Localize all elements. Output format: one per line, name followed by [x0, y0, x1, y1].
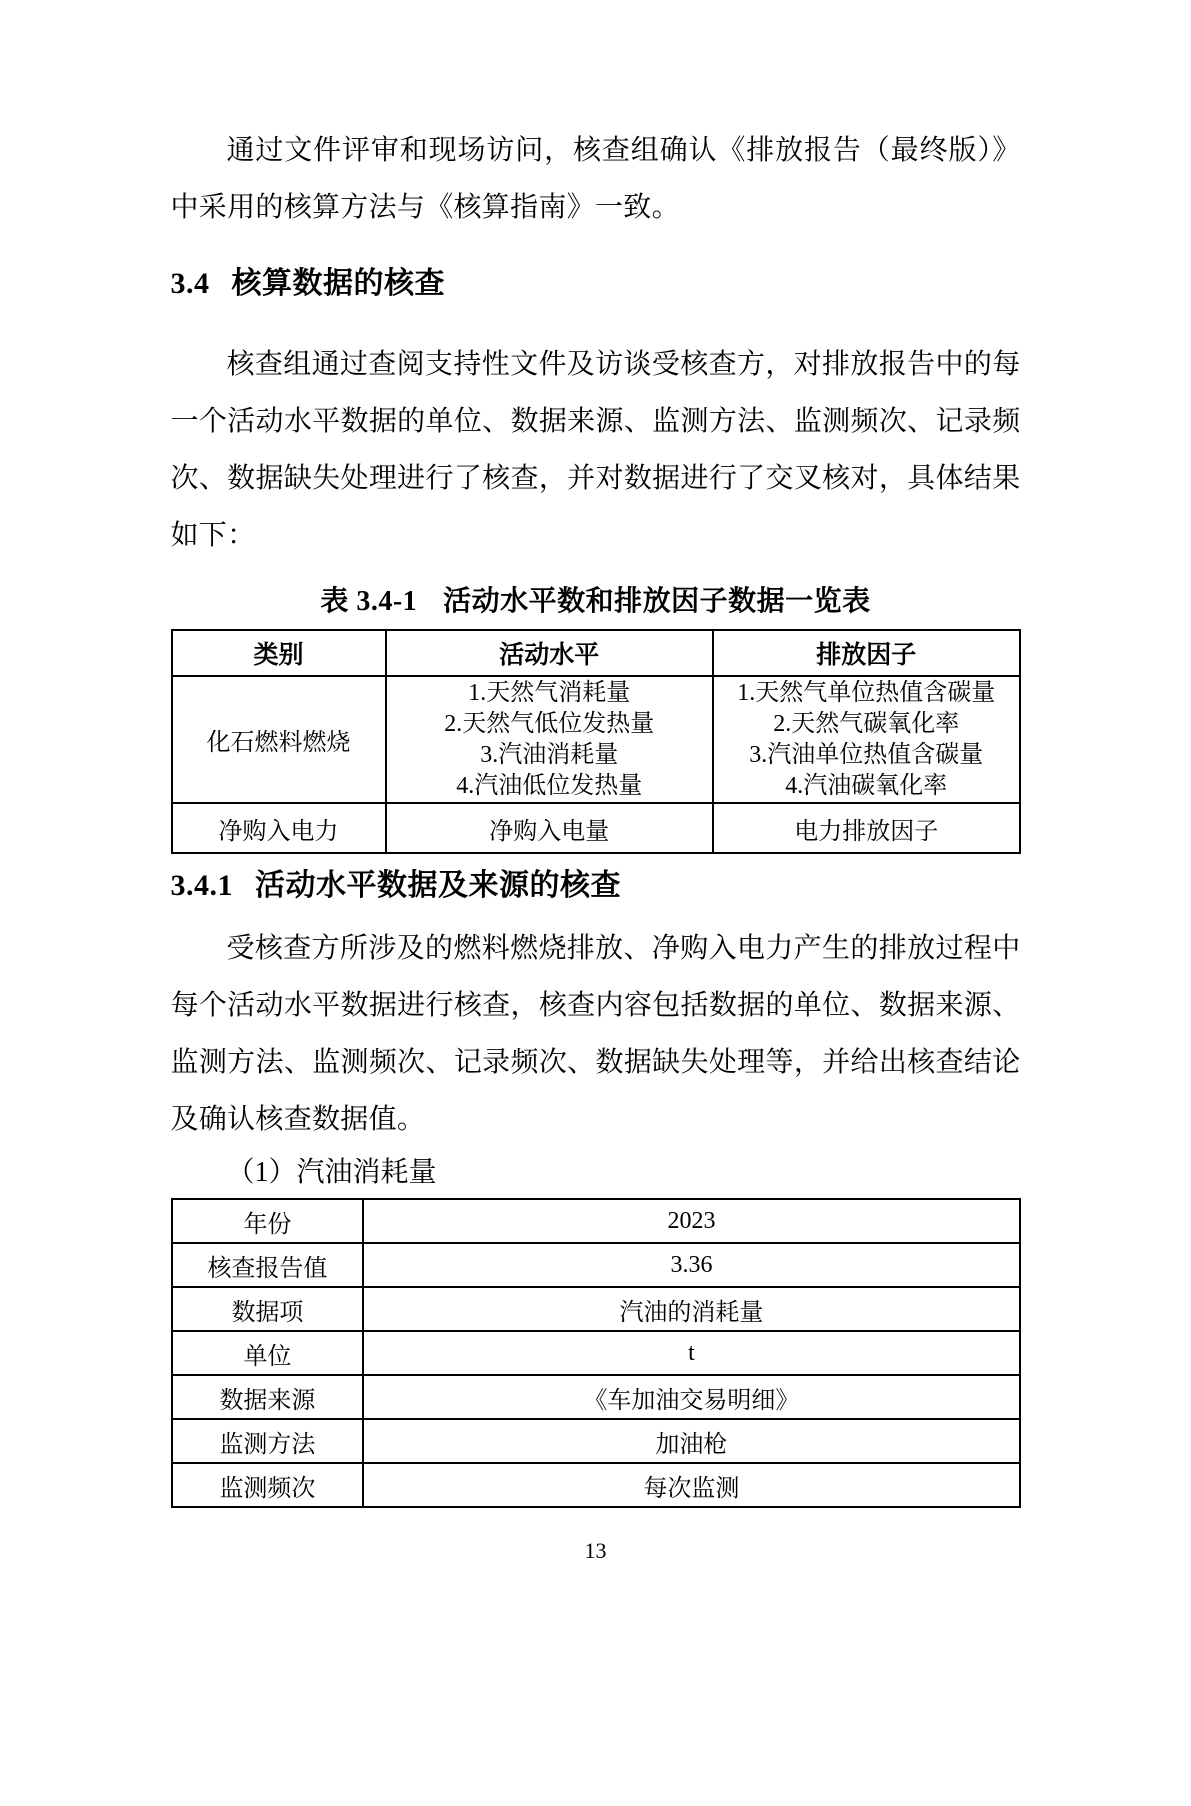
table1-caption: [171, 582, 1021, 622]
section-title: 活动水平数据及来源的核查: [255, 869, 621, 902]
row-label: 监测频次: [172, 1463, 364, 1507]
activity-item: 1.天然气消耗量: [468, 679, 631, 706]
factor-item: 1.天然气单位热值含碳量: [737, 679, 996, 706]
row-value: 每次监测: [363, 1463, 1019, 1507]
section-title: 核算数据的核查: [231, 267, 445, 300]
section-heading-3-4-1: [171, 866, 1021, 906]
cell-factor: 电力排放因子: [713, 803, 1019, 853]
table1-caption-title: 活动水平数和排放因子数据一览表: [443, 586, 871, 617]
document-page: [171, 122, 1021, 1566]
row-label: 监测方法: [172, 1419, 364, 1463]
gasoline-consumption-table: [171, 1198, 1021, 1508]
section-number: 3.4.1: [170, 869, 233, 902]
table-row-fossil-fuel: [172, 676, 1020, 803]
activity-item: 3.汽油消耗量: [480, 741, 619, 768]
section-number: 3.4: [170, 267, 210, 300]
table-row-purchased-electricity: [172, 803, 1020, 853]
table1-caption-number: 表 3.4-1: [320, 586, 418, 617]
cell-category: 化石燃料燃烧: [172, 676, 386, 803]
table-row-monitoring-frequency: [172, 1463, 1020, 1507]
table-row-unit: [172, 1331, 1020, 1375]
paragraph-verification-scope: 核查组通过查阅支持性文件及访谈受核查方，对排放报告中的每一个活动水平数据的单位、数据来源、监测方法、监测频次、记录频次、数据缺失处理进行了核查，并对数据进行了交叉核对，具体结果如下：: [170, 349, 1021, 551]
row-value: 汽油的消耗量: [363, 1287, 1019, 1331]
factor-item: 2.天然气碳氧化率: [773, 710, 960, 737]
row-label: 核查报告值: [172, 1243, 364, 1287]
factor-item: 3.汽油单位热值含碳量: [749, 741, 984, 768]
table-row-data-source: [172, 1375, 1020, 1419]
page-number: 13: [584, 1538, 607, 1563]
factor-item: 4.汽油碳氧化率: [785, 772, 948, 799]
row-value: 3.36: [363, 1243, 1019, 1287]
row-value: 《车加油交易明细》: [363, 1375, 1019, 1419]
cell-factor-list: [713, 676, 1019, 803]
list-item-gasoline-consumption: （1）汽油消耗量: [226, 1157, 437, 1188]
paragraph-activity-data-check: 受核查方所涉及的燃料燃烧排放、净购入电力产生的排放过程中每个活动水平数据进行核查，核查内容包括数据的单位、数据来源、监测方法、监测频次、记录频次、数据缺失处理等，并给出核查结论及确认核查数据值。: [170, 933, 1021, 1135]
table-row-reported-value: [172, 1243, 1020, 1287]
header-emission-factor: 排放因子: [713, 630, 1019, 676]
table-header-row: [172, 630, 1020, 676]
header-activity-level: 活动水平: [386, 630, 714, 676]
row-label: 数据来源: [172, 1375, 364, 1419]
activity-item: 4.汽油低位发热量: [456, 772, 643, 799]
row-value: 加油枪: [363, 1419, 1019, 1463]
activity-emission-factor-table: [171, 629, 1021, 854]
row-label: 数据项: [172, 1287, 364, 1331]
activity-item: 2.天然气低位发热量: [444, 710, 655, 737]
row-value: 2023: [363, 1199, 1019, 1243]
cell-activity: 净购入电量: [386, 803, 714, 853]
table-row-year: [172, 1199, 1020, 1243]
cell-category: 净购入电力: [172, 803, 386, 853]
table-row-monitoring-method: [172, 1419, 1020, 1463]
header-category: 类别: [172, 630, 386, 676]
table-row-data-item: [172, 1287, 1020, 1331]
row-value: t: [363, 1331, 1019, 1375]
section-heading-3-4: [171, 264, 1021, 304]
row-label: 年份: [172, 1199, 364, 1243]
paragraph-method-consistency: 通过文件评审和现场访问，核查组确认《排放报告（最终版）》中采用的核算方法与《核算指南》一致。: [170, 135, 1021, 223]
row-label: 单位: [172, 1331, 364, 1375]
cell-activity-list: [386, 676, 714, 803]
